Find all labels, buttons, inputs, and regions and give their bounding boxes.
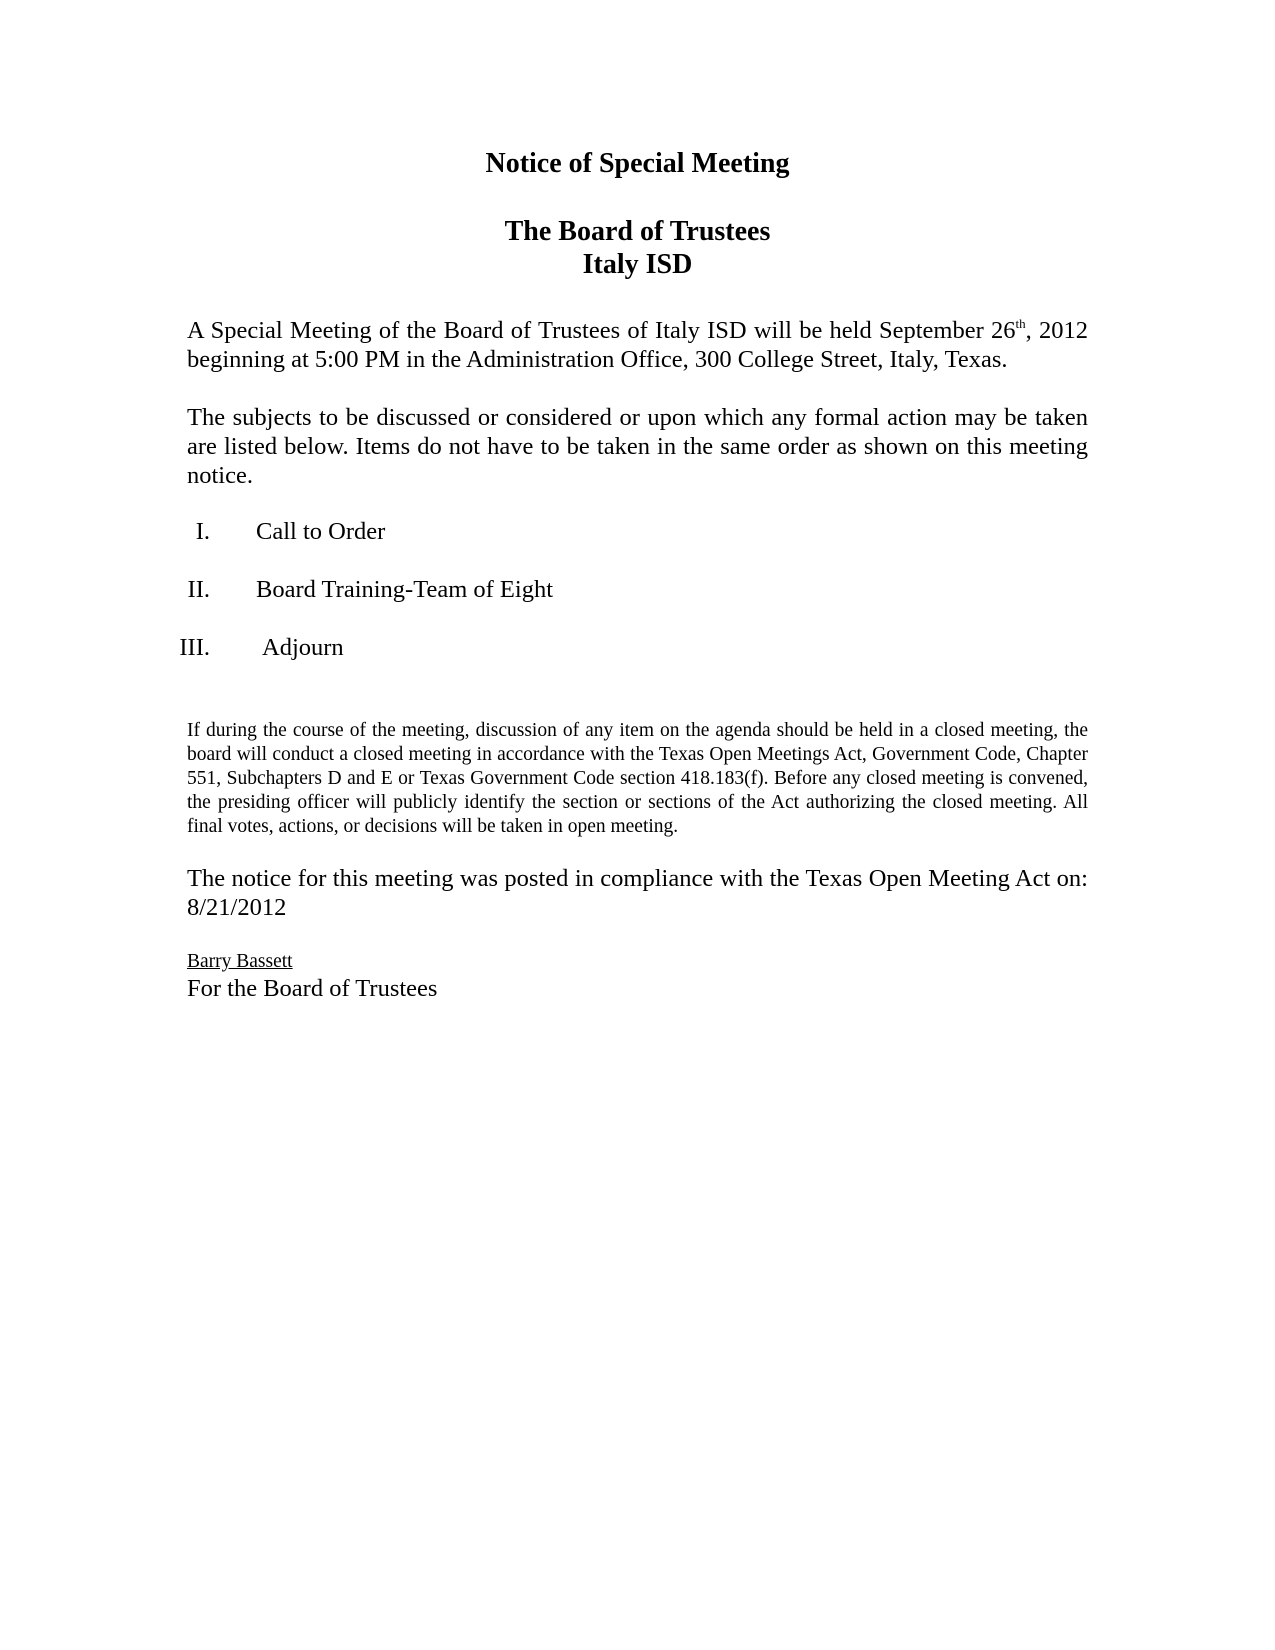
meeting-announcement-paragraph <box>187 316 1088 374</box>
posting-compliance-paragraph: The notice for this meeting was posted in compliance with the Texas Open Meeting Act on: 8/21/2012 <box>187 865 1088 921</box>
signer-name: Barry Bassett <box>187 951 293 972</box>
agenda-item-number: III. <box>179 634 210 661</box>
notice-title: Notice of Special Meeting <box>485 148 790 179</box>
closed-meeting-paragraph: If during the course of the meeting, discussion of any item on the agenda should be held in a closed meeting, the board will conduct a closed meeting in accordance with the Texas Open Meetings Act, Government Code, Chapter 551, Subchapters D and E or Texas Government Code section 418.183(f). Before any closed meeting is convened, the presiding officer will publicly identify the section or sections of the Act authorizing the closed meeting. All final votes, actions, or decisions will be taken in open meeting. <box>187 720 1088 837</box>
date-ordinal-suffix: th <box>1015 316 1026 331</box>
agenda-item-label: Adjourn <box>262 634 344 661</box>
announcement-text-end: , 2012 beginning at 5:00 PM in the Administration Office, 300 College Street, Italy, Texas. <box>187 317 1088 373</box>
agenda-item-label: Board Training-Team of Eight <box>256 576 554 603</box>
district-name: Italy ISD <box>582 249 693 280</box>
subjects-paragraph: The subjects to be discussed or considered or upon which any formal action may be taken are listed below. Items do not have to be taken in the same order as shown on this meeting notice. <box>187 404 1088 489</box>
board-name: The Board of Trustees <box>504 216 771 247</box>
announcement-text-start: A Special Meeting of the Board of Trustees of Italy ISD will be held September 26 <box>187 317 1016 344</box>
agenda-item-number: I. <box>195 518 210 545</box>
agenda-item-label: Call to Order <box>256 518 386 545</box>
agenda-item-number: II. <box>187 576 210 603</box>
signer-role: For the Board of Trustees <box>187 975 438 1002</box>
